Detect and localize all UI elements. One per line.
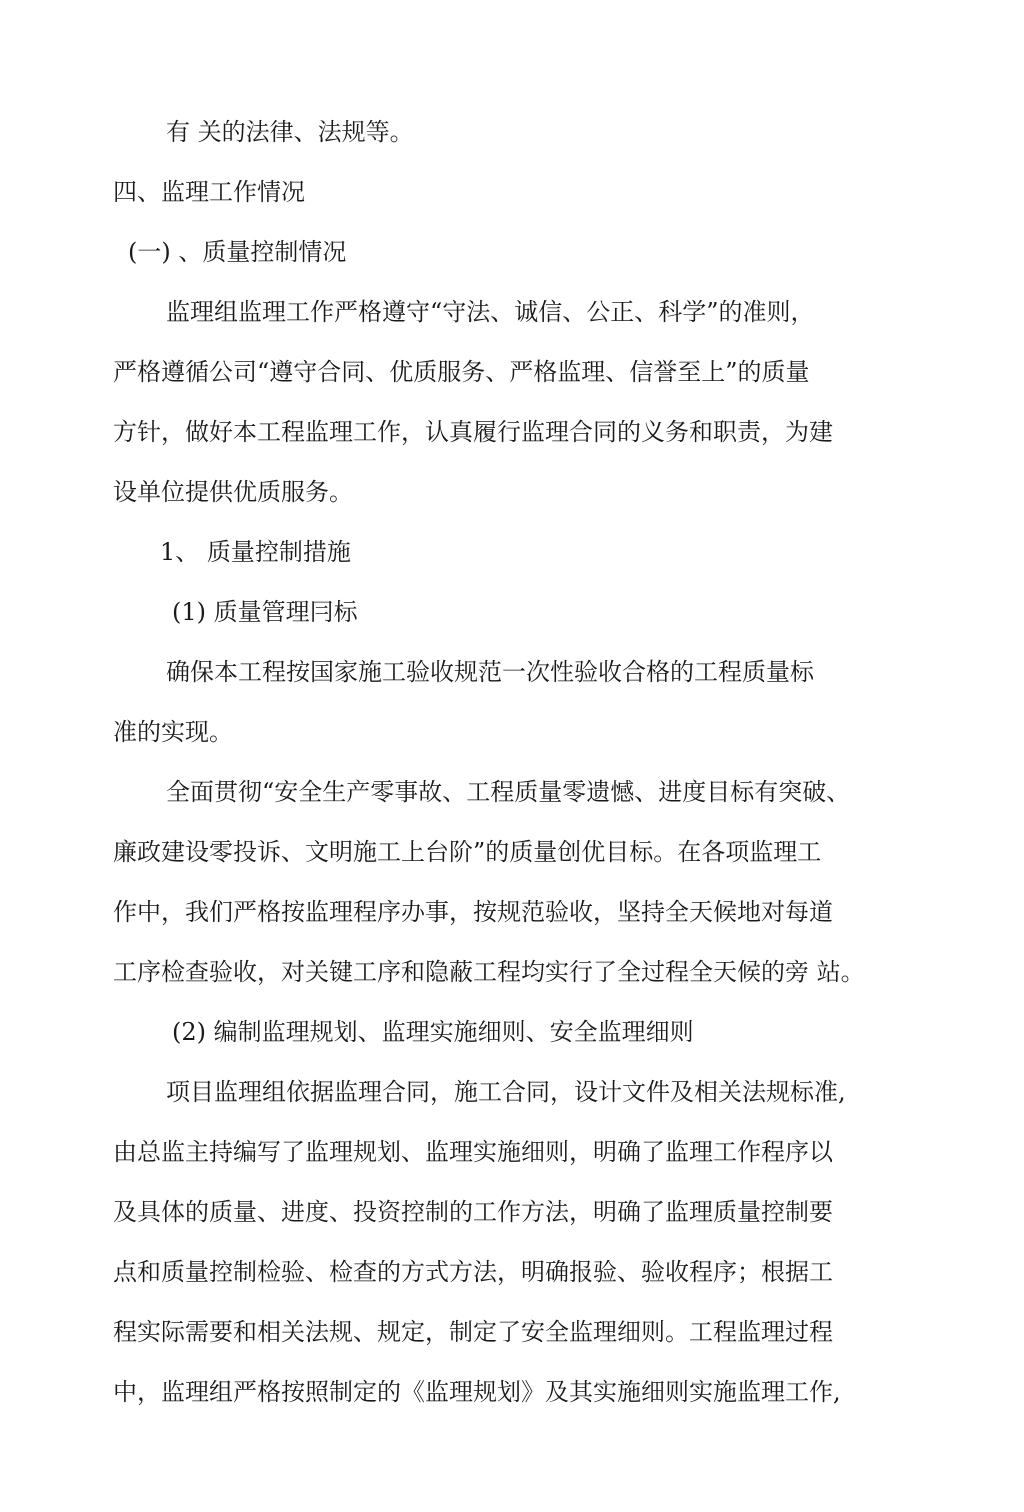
paragraph-line: 全面贯彻“安全生产零事故、工程质量零遗憾、进度目标有突破、 — [166, 778, 851, 806]
text-line-continuation: 有 关的法律、法规等。 — [166, 118, 414, 146]
paragraph-line: 方针，做好本工程监理工作，认真履行监理合同的义务和职责，为建 — [113, 418, 833, 446]
paragraph-line: 严格遵循公司“遵守合同、优质服务、严格监理、信誉至上”的质量 — [113, 358, 810, 386]
paragraph-line: 由总监主持编写了监理规划、监理实施细则，明确了监理工作程序以 — [113, 1138, 833, 1166]
paragraph-line: 中，监理组严格按照制定的《监理规划》及其实施细则实施监理工作, — [113, 1378, 841, 1406]
paragraph-line: 项目监理组依据监理合同，施工合同，设计文件及相关法规标准, — [166, 1078, 846, 1106]
section-heading-4: 四、监理工作情况 — [113, 178, 305, 206]
paragraph-line: 准的实现。 — [113, 718, 233, 746]
paragraph-line: 工序检查验收，对关键工序和隐蔽工程均实行了全过程全天候的旁 站。 — [113, 958, 865, 986]
paragraph-line: 设单位提供优质服务。 — [113, 478, 353, 506]
paragraph-line: 及具体的质量、进度、投资控制的工作方法，明确了监理质量控制要 — [113, 1198, 833, 1226]
subsection-heading-1: (一) 、质量控制情况 — [128, 238, 347, 266]
paragraph-line: 监理组监理工作严格遵守“守法、诚信、公正、科学”的准则， — [166, 298, 815, 326]
numbered-subheading-2: (2) 编制监理规划、监理实施细则、安全监理细则 — [172, 1018, 694, 1046]
numbered-subheading-1: (1) 质量管理冃标 — [172, 598, 358, 626]
paragraph-line: 确保本工程按国家施工验收规范一次性验收合格的工程质量标 — [166, 658, 814, 686]
paragraph-line: 作中，我们严格按监理程序办事，按规范验收，坚持全天候地对每道 — [113, 898, 833, 926]
paragraph-line: 点和质量控制检验、检查的方式方法，明确报验、验收程序；根据工 — [113, 1258, 833, 1286]
paragraph-line: 程实际需要和相关法规、规定，制定了安全监理细则。工程监理过程 — [113, 1318, 833, 1346]
paragraph-line: 廉政建设零投诉、文明施工上台阶”的质量创优目标。在各项监理工 — [113, 838, 822, 866]
numbered-heading-1: 1、 质量控制措施 — [160, 538, 351, 566]
